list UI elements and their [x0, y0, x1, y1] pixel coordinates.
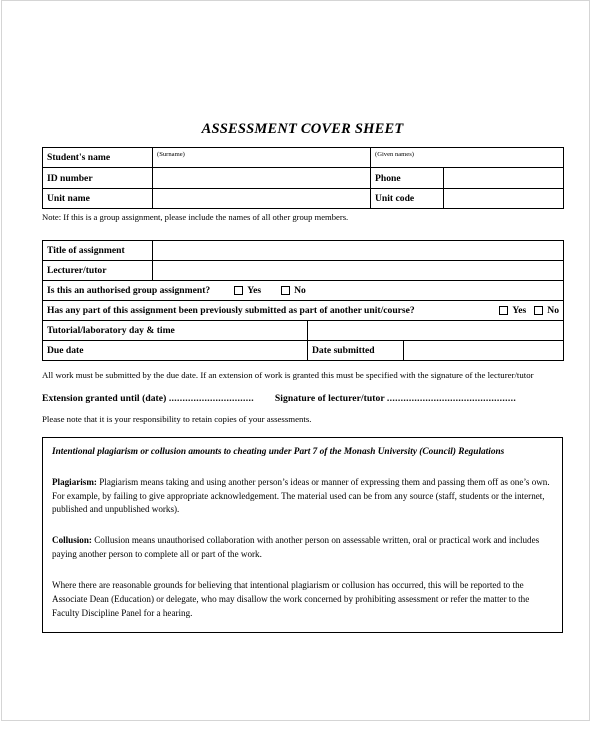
- checkbox-icon[interactable]: [499, 306, 508, 315]
- phone-label: Phone: [371, 168, 444, 189]
- given-names-hint: (Given names): [375, 151, 414, 159]
- tutorial-field[interactable]: [308, 321, 564, 341]
- surname-field[interactable]: [153, 147, 371, 168]
- authorised-group-yes-option[interactable]: [234, 285, 261, 296]
- lecturer-tutor-field[interactable]: [153, 261, 564, 281]
- table-row: [43, 241, 564, 261]
- checkbox-icon[interactable]: [534, 306, 543, 315]
- plagiarism-text: Plagiarism means taking and using another person’s ideas or manner of expressing them and passing them off as one’s own. For example, by failing to give appropriate acknowledgement. The material used can be from any source (staff, students or the internet, published and unpublished works).: [52, 476, 550, 515]
- table-row: [43, 168, 564, 189]
- unit-name-field[interactable]: [153, 188, 371, 209]
- previously-submitted-yes-option[interactable]: [499, 305, 526, 316]
- extension-dotted-field[interactable]: ...............................: [168, 392, 255, 404]
- page-title: ASSESSMENT COVER SHEET: [201, 121, 404, 137]
- title-of-assignment-field[interactable]: [153, 241, 564, 261]
- title-of-assignment-label: Title of assignment: [43, 241, 153, 261]
- collusion-term: Collusion:: [52, 535, 92, 546]
- date-submitted-label: Date submitted: [308, 341, 404, 361]
- table-row: [43, 188, 564, 209]
- id-number-field[interactable]: [153, 168, 371, 189]
- collusion-definition-paragraph: [52, 534, 553, 562]
- unit-name-label: Unit name: [43, 188, 153, 209]
- student-details-table: [42, 147, 564, 210]
- document-content: [42, 1, 563, 633]
- surname-hint: (Surname): [157, 151, 185, 159]
- group-assignment-note: Note: If this is a group assignment, please include the names of all other group members.: [42, 212, 349, 223]
- due-date-label: Due date: [43, 341, 308, 361]
- previously-submitted-yes-label: Yes: [512, 305, 527, 317]
- table-row: [43, 261, 564, 281]
- table-row: [43, 147, 564, 168]
- plagiarism-definition-paragraph: [52, 476, 553, 517]
- previously-submitted-row: [43, 301, 564, 321]
- authorised-group-no-label: No: [294, 285, 306, 297]
- plagiarism-heading: Intentional plagiarism or collusion amounts to cheating under Part 7 of the Monash University (Council) Regulations: [52, 446, 505, 457]
- given-names-field[interactable]: [371, 147, 564, 168]
- table-row: [43, 321, 564, 341]
- table-row: [43, 281, 564, 301]
- tutorial-label: Tutorial/laboratory day & time: [43, 321, 308, 341]
- assignment-details-table: [42, 240, 564, 361]
- unit-code-label: Unit code: [371, 188, 444, 209]
- signature-label: Signature of lecturer/tutor: [274, 392, 385, 404]
- authorised-group-yes-label: Yes: [247, 285, 262, 297]
- previously-submitted-no-label: No: [547, 305, 559, 317]
- document-page: [1, 0, 590, 721]
- extension-granted-label: Extension granted until (date): [42, 392, 167, 404]
- extension-line: [42, 393, 563, 404]
- plagiarism-term: Plagiarism:: [52, 476, 97, 487]
- checkbox-icon[interactable]: [234, 286, 243, 295]
- students-name-label: Student's name: [43, 147, 153, 168]
- authorised-group-row: [43, 281, 564, 301]
- authorised-group-question: Is this an authorised group assignment?: [47, 285, 211, 297]
- previously-submitted-no-option[interactable]: [534, 305, 559, 316]
- signature-dotted-field[interactable]: ...............................................: [386, 392, 517, 404]
- table-row: [43, 341, 564, 361]
- authorised-group-no-option[interactable]: [281, 285, 306, 296]
- unit-code-field[interactable]: [444, 188, 564, 209]
- id-number-label: ID number: [43, 168, 153, 189]
- collusion-text: Collusion means unauthorised collaboration with another person on assessable written, oral or practical work and includes paying another person to complete all or part of the work.: [52, 535, 540, 560]
- submission-notice: All work must be submitted by the due date. If an extension of work is granted this must be specified with the signature of the lecturer/tutor: [42, 370, 534, 381]
- retain-copies-notice: Please note that it is your responsibility to retain copies of your assessments.: [42, 413, 312, 424]
- phone-field[interactable]: [444, 168, 564, 189]
- consequence-paragraph: Where there are reasonable grounds for believing that intentional plagiarism or collusion has occurred, this will be reported to the Associate Dean (Education) or delegate, who may disallow the work concerned by prohibiting assessment or refer the matter to the Faculty Discipline Panel for a hearing.: [52, 579, 530, 618]
- table-row: [43, 301, 564, 321]
- date-submitted-field[interactable]: [404, 341, 564, 361]
- plagiarism-notice-box: [42, 437, 563, 634]
- checkbox-icon[interactable]: [281, 286, 290, 295]
- previously-submitted-question: Has any part of this assignment been previously submitted as part of another unit/course?: [47, 305, 415, 317]
- lecturer-tutor-label: Lecturer/tutor: [43, 261, 153, 281]
